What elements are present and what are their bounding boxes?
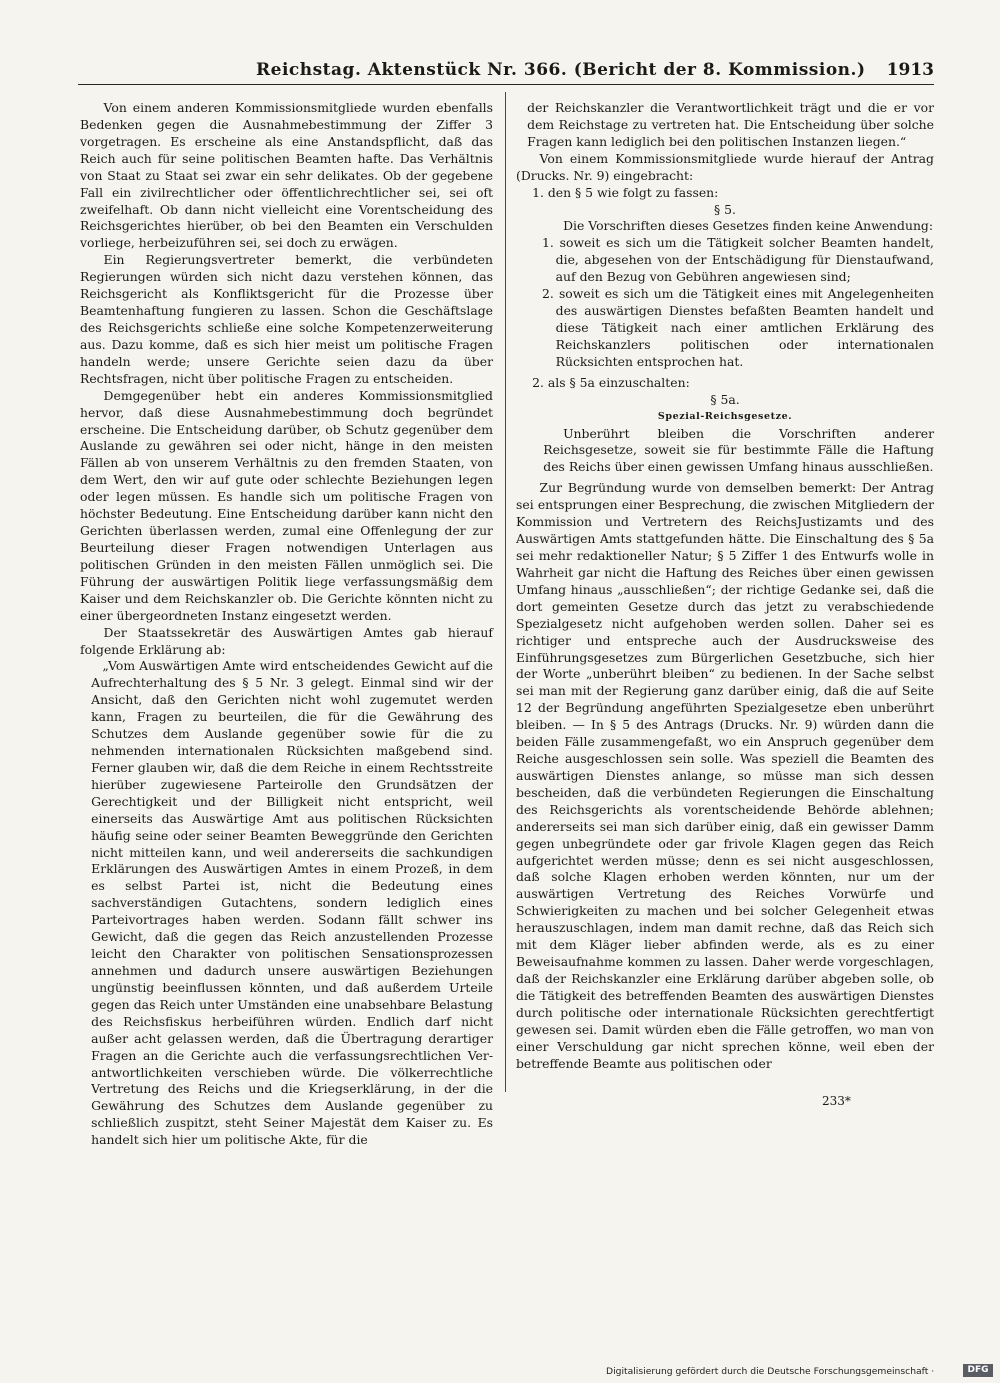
page-header-title: Reichstag. Aktenstück Nr. 366. (Bericht der 8. Kommission.) [256, 60, 866, 80]
section-heading: § 5a. [710, 391, 740, 407]
section-subitem: 2. soweit es sich um die Tätigkeit eines mit Angelegenheiten des auswärtigen Dienstes befaßten Beamten handelt und diese Tätigkeit nach einer amtlichen Erklärung des Reichskanzlers politischen oder internationalen Rücksichten entsprochen hat. [542, 286, 934, 369]
dfg-logo: DFG [963, 1364, 993, 1377]
left-column [80, 100, 493, 1149]
printer-signature: 233* [822, 1094, 851, 1108]
quoted-declaration: „Vom Auswärtigen Amte wird entscheidendes Gewicht auf die Aufrechterhaltung des § 5 Nr. 3 gelegt. Einmal sind wir der Ansicht, daß den Gerichten nicht wohl zugemutet werden kann, Fragen zu beurteilen, die für die Gewährung des Schutzes dem Auslande gegenüber sowie für die zu nehmenden internationalen Rücksichten maßgebend sind. Ferner glauben wir, daß die dem Reiche in einem Rechtsstreite hierüber zugewiesene Parteirolle den Grundsätzen der Gerechtigkeit und der Billigkeit nicht entspricht, weil einerseits das Auswärtige Amt aus politischen Rücksichten häufig seine oder seiner Beamten Beweggründe den Gerichten nicht mitteilen kann, und weil andererseits die sachkundigen Erklärungen des Auswärtigen Amtes in einem Prozeß, in dem es selbst Partei ist, nicht die Bedeutung eines sachverständigen Gutachtens, sondern lediglich eines Parteivortrages haben werden. Sodann fällt schwer ins Gewicht, daß die gegen das Reich anzustellenden Prozesse leicht den Charakter von politischen Sensationsprozessen annehmen und dadurch unsere auswärtigen Beziehungen ungünstig beeinflussen könnten, und daß außerdem Urteile gegen das Reich unter Umständen eine unabsehbare Belastung des Reichsfiskus herbeiführen würden. Endlich darf nicht außer acht gelassen werden, daß die Übertragung derartiger Fragen an die Gerichte auch die verfassungsrechtlichen Verantwortlichkeiten verschieben würde. Die völkerrechtliche Vertretung des Reichs und die Kriegserklärung, in der die Gewährung des Schutzes dem Auslande gegenüber zu schließlich zuspitzt, steht Seiner Majestät dem Kaiser zu. Es handelt sich hier um politische Akte, für die [91, 658, 493, 1148]
running-header [78, 58, 934, 85]
paragraph: Zur Begründung wurde von demselben bemerkt: Der Antrag sei entsprungen einer Besprechung, die zwischen Mitgliedern der Kommission und Vertretern des ReichsJustizamts und des Auswärtigen Amts stattgefunden hätte. Die Einschaltung des § 5a sei mehr redaktioneller Natur; § 5 Ziffer 1 des Entwurfs wolle in Wahrheit gar nicht die Haftung des Reiches über einen gewissen Umfang hinaus „ausschließen“; der richtige Gedanke sei, daß die dort gemeinten Gesetze durch das jetzt zu verabschiedende Spezialgesetz nicht aufgehoben werden sollen. Daher sei es richtiger und entspreche auch der Ausdrucksweise des Einführungsgesetzes zum Bürgerlichen Gesetzbuche, sich hier der Worte „unberührt bleiben“ zu bedienen. In der Sache selbst sei man mit der Regierung ganz darüber einig, daß die auf Seite 12 der Begründung angeführten Spezialgesetze eben unberührt bleiben. — In § 5 des Antrags (Drucks. Nr. 9) würden dann die beiden Fälle zusammengefaßt, wo ein Anspruch gegenüber dem Reiche ausgeschlossen sein solle. Was speziell die Beamten des auswärtigen Dienstes anlange, so müsse man sich dessen bescheiden, daß die verbündeten Regierungen die Einschaltung des Reichsgerichts als vorentscheidende Behörde ablehnen; andererseits sei man sich darüber einig, daß ein gewisser Damm gegen unbegründete oder gar frivole Klagen gegen das Reich aufgerichtet werden müsse; denn es sei nicht ausgeschlossen, daß solche Klagen erhoben werden könnten, nur um der auswärtigen Vertretung des Reiches Vorwürfe und Schwierigkeiten zu machen und bei solcher Gelegenheit etwas herauszuschlagen, indem man damit rechne, daß das Reich sich mit dem Kläger lieber abfinden werde, als es zu einer Beweisaufnahme kommen zu lassen. Daher werde vorgeschlagen, daß der Reichskanzler eine Erklärung darüber abgeben solle, ob die Tätigkeit des betreffenden Beamten des auswärtigen Dienstes durch politische oder internationale Rücksichten gerechtfertigt gewesen sei. Damit würden eben die Fälle getroffen, wo man von einer Verschuldung gar nicht sprechen könne, weil eben der betreffende Beamte aus politischen oder [516, 480, 934, 1071]
paragraph: Der Staatssekretär des Auswärtigen Amtes gab hierauf folgende Erklärung ab: [80, 624, 493, 657]
quoted-declaration-continued: der Reichskanzler die Verantwortlichkeit trägt und die er vor dem Reichstage zu vertreten hat. Die Entscheidung über solche Fragen kann lediglich bei den politischen Instanzen liegen.“ [527, 100, 934, 149]
section-text: Die Vorschriften dieses Gesetzes finden keine Anwendung: [563, 218, 934, 234]
paragraph: Ein Regierungsvertreter bemerkt, die verbündeten Regierungen würden sich nicht dazu verstehen können, das Reichsgericht als Konfliktsgericht für die Prozesse über Beamtenhaftung fungieren zu lassen. Schon die Geschäftslage des Reichsgerichts schließe eine solche Kompetenzerweiterung aus. Dazu komme, daß es sich hier meist um politische Fragen handeln werde; unsere Gerichte seien dazu da über Rechtsfragen, nicht über politische Fragen zu entscheiden. [80, 252, 493, 386]
section-heading: § 5. [714, 201, 736, 217]
paragraph: Von einem Kommissionsmitgliede wurde hierauf der Antrag (Drucks. Nr. 9) eingebracht: [516, 150, 934, 183]
motion-item-1: 1. den § 5 wie folgt zu fassen: [532, 184, 719, 200]
section-text: Unberührt bleiben die Vorschriften anderer Reichsgesetze, soweit sie für bestimmte Fälle die Haftung des Reichs über einen gewissen Umfang hinaus ausschließen. [543, 425, 934, 475]
paragraph: Demgegenüber hebt ein anderes Kommissionsmitglied hervor, daß diese Ausnahmebestimmung doch begründet erscheine. Die Entscheidung darüber, ob Schutz gegenüber dem Auslande zu gewähren sei oder nicht, hänge in den meisten Fällen ab von unserem Verhältnis zu den fremden Staaten, von dem Wert, den wir auf gute oder schlechte Beziehungen legen oder legen müssen. Es handle sich um politische Fragen von höchster Bedeutung. Eine Entscheidung darüber kann nicht den Gerichten überlassen werden, zumal eine Offenlegung der zur Beurteilung dieser Fragen notwendigen Unterlagen aus politischen Gründen in den meisten Fällen unmöglich sei. Die Führung der auswärtigen Politik liege verfassungsmäßig dem Kaiser und dem Reichskanzler ob. Die Gerichte könnten nicht zu einer übergeordneten Instanz eingesetzt werden. [80, 387, 493, 623]
right-column [516, 100, 934, 1073]
section-subitems [516, 235, 934, 370]
motion-item-2: 2. als § 5a einzuschalten: [532, 374, 690, 390]
paragraph: Von einem anderen Kommissionsmitgliede wurden ebenfalls Bedenken gegen die Ausnahmebestimmung der Ziffer 3 vorgetragen. Es erscheine als eine Anstandspflicht, daß das Reich auch für seine politischen Beamten hafte. Das Verhältnis von Staat zu Staat sei zwar ein sehr delikates. Ob der gegebene Fall ein zivilrechtlicher oder öffentlichrechtlicher sei, sei oft zweifelhaft. Ob dann nicht vielleicht eine Vorentscheidung des Reichsgerichtes hierüber, ob bei den Beamten ein Verschulden vorliege, herbeizuführen sei, sei doch zu erwägen. [80, 100, 493, 251]
column-divider [505, 92, 506, 1092]
page-number: 1913 [886, 60, 934, 80]
section-subitem: 1. soweit es sich um die Tätigkeit solcher Beamten handelt, die, abgesehen von der Entschädigung für Dienstaufwand, auf den Bezug von Gebühren angewiesen sind; [542, 235, 934, 285]
section-title: Spezial-Reichsgesetze. [657, 410, 793, 422]
digitization-note: Digitalisierung gefördert durch die Deutsche Forschungsgemeinschaft · [606, 1366, 935, 1377]
